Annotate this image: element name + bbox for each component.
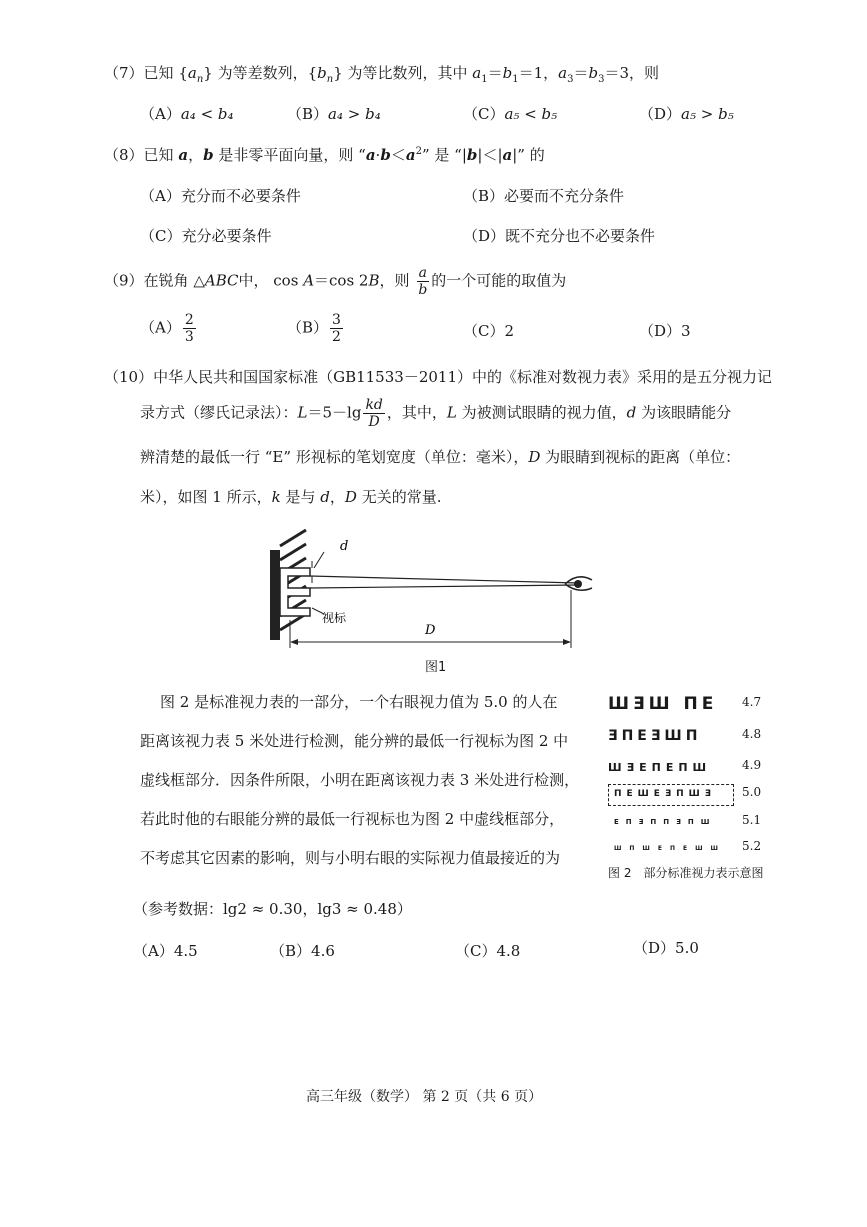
q7-option-c[interactable]: （C）a₅ < b₅ (463, 105, 558, 123)
chart-row-4-8: ƎΠEƎШΠ 4.8 (608, 727, 762, 744)
label-big-d: D (425, 623, 436, 638)
q9-option-b[interactable]: （B） $\frac{3}{2}$ (287, 312, 341, 345)
chart-row-5-0: ΠEШEƎΠШƎ 5.0 (614, 785, 762, 799)
eye-icon (565, 577, 592, 590)
q9-option-c[interactable]: （C）2 (463, 322, 515, 340)
q7-number: （7） (104, 64, 144, 82)
chart-row-5-2: ШΠШEΠEШШ 5.2 (614, 839, 762, 853)
q10-line2: 录方式（缪氏记录法）：L＝5－lg $\frac{kd}{D}$ ，其中，L 为被测试眼睛的视力值，d 为该眼睛能分 (140, 397, 732, 430)
q10-line3: 辨清楚的最低一行 “E” 形视标的笔划宽度（单位：毫米），D 为眼睛到视标的距离（单位： (140, 448, 741, 466)
figure-2-caption: 图 2 部分标准视力表示意图 (608, 866, 764, 880)
q9-stem: （9）在锐角 △ABC中， cos A＝cos 2B，则 $\frac{a}{b}$ 的一个可能的取值为 (104, 265, 567, 298)
q8-option-c[interactable]: （C）充分必要条件 (140, 227, 272, 245)
q10-reference-data: （参考数据：lg2 ≈ 0.30，lg3 ≈ 0.48） (133, 900, 412, 918)
q10-line1: （10）中华人民共和国国家标准（GB11533－2011）中的《标准对数视力表》采用的是五分视力记 (104, 368, 772, 386)
q10-option-c[interactable]: （C）4.8 (455, 942, 521, 960)
q7-stem: （7）已知 $\{a_n\}$ 为等差数列，$\{b_n\}$ 为等比数列，其中 $a_1=b_1=1$，$a_3=b_3=3$，则 (104, 64, 660, 85)
q10-option-d[interactable]: （D）5.0 (633, 939, 699, 957)
q8-option-a[interactable]: （A）充分而不必要条件 (140, 187, 301, 205)
fraction-kd-over-D: $\frac{kd}{D}$ (365, 397, 383, 430)
q9-number: （9） (104, 271, 144, 290)
q8-option-b[interactable]: （B）必要而不充分条件 (463, 187, 625, 205)
figure-1-caption: 图1 (425, 660, 447, 675)
q7-option-b[interactable]: （B）a₄ > b₄ (287, 105, 381, 123)
q7-option-d[interactable]: （D）a₅ > b₅ (639, 105, 734, 123)
q10-paragraph: 图 2 是标准视力表的一部分，一个右眼视力值为 5.0 的人在 距离该视力表 5 米处进行检测，能分辨的最低一行视标为图 2 中 虚线框部分．因条件所限，小明在距离该视力表 3 米处进行检测， 若此时他的右眼能分辨的最低一行视标也为图 2 中虚线框部分， 不考虑其它因素的影响，则与小明右眼的实际视力值最接近的为 (140, 693, 580, 867)
chart-row-4-9: ШƎEΠEΠШ 4.9 (608, 758, 762, 774)
q10-line4: 米），如图 1 所示，k 是与 d，D 无关的常量. (140, 488, 442, 506)
q7-option-a[interactable]: （A）a₄ < b₄ (140, 105, 234, 123)
q10-number: （10） (104, 368, 154, 386)
q9-option-a[interactable]: （A） $\frac{2}{3}$ (140, 312, 194, 345)
figure-1-diagram (260, 520, 610, 660)
chart-row-4-7: ШƎШ ΠE 4.7 (608, 694, 762, 714)
q8-number: （8） (104, 146, 144, 164)
q8-stem: （8）已知 a，b 是非零平面向量，则 “$a\cdot b<a^2$” 是 “|b|＜|a|” 的 (104, 146, 545, 164)
e-optotype (280, 568, 310, 616)
q8-option-d[interactable]: （D）既不充分也不必要条件 (463, 227, 656, 245)
fraction-a-over-b: $\frac{a}{b}$ (418, 265, 428, 298)
page-footer: 高三年级（数学） 第 2 页（共 6 页） (306, 1089, 543, 1105)
q9-option-d[interactable]: （D）3 (639, 322, 691, 340)
label-target: 视标 (322, 611, 347, 625)
q10-option-a[interactable]: （A）4.5 (133, 942, 198, 960)
chart-row-5-1: EΠƎΠΠƎΠШ 5.1 (614, 813, 762, 827)
label-d: d (340, 539, 349, 554)
q10-option-b[interactable]: （B）4.6 (270, 942, 335, 960)
